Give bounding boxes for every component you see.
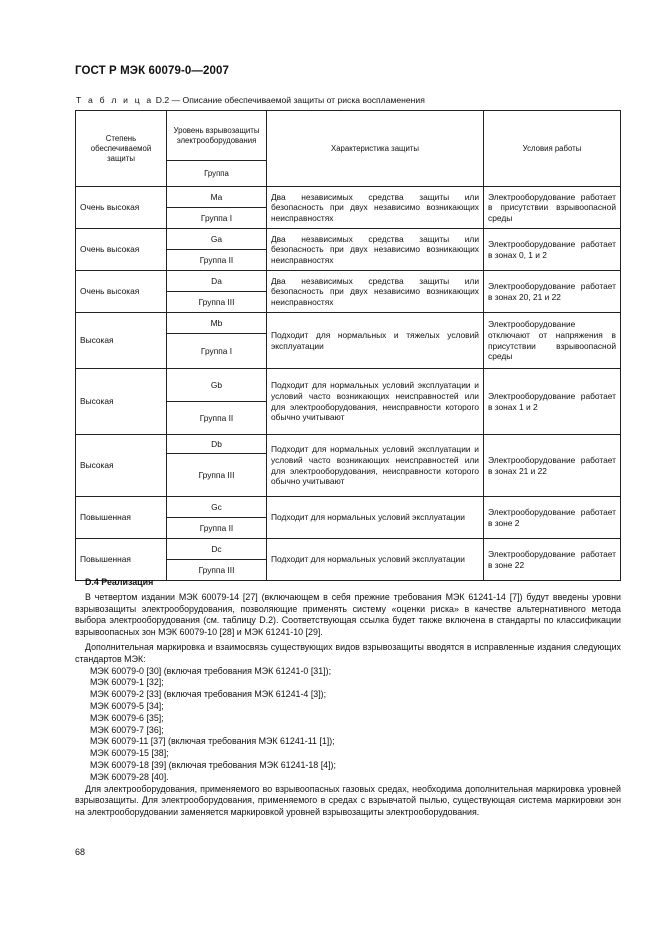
- characteristic-cell: Подходит для нормальных условий эксплуатации: [267, 539, 484, 581]
- conditions-cell: Электрооборудование отключают от напряжения в присутствии взрывоопасной среды: [484, 313, 621, 369]
- table-row: [76, 229, 621, 250]
- page-number: 68: [75, 847, 86, 857]
- protection-level-cell: Очень высокая: [76, 229, 167, 271]
- list-item: МЭК 60079-0 [30] (включая требования МЭК 61241-0 [31]);: [90, 665, 332, 676]
- paragraph-2: Дополнительная маркировка и взаимосвязь существующих видов взрывозащиты вводятся в исправленные издания следующих стандартов МЭК:: [75, 641, 621, 664]
- table-row: [76, 497, 621, 518]
- protection-level-cell: Повышенная: [76, 539, 167, 581]
- header-epl: Уровень взрывозащиты электрооборудования: [167, 111, 267, 161]
- conditions-cell: Электрооборудование работает в зонах 21 и 22: [484, 435, 621, 497]
- characteristic-cell: Два независимых средства защиты или безопасность при двух независимо возникающих неисправностях: [267, 271, 484, 313]
- table-row: [76, 313, 621, 334]
- list-item: МЭК 60079-7 [36];: [90, 724, 164, 735]
- conditions-cell: Электрооборудование работает в присутствии взрывоопасной среды: [484, 187, 621, 229]
- header-conditions: Условия работы: [484, 111, 621, 187]
- list-item: МЭК 60079-6 [35];: [90, 712, 164, 723]
- conditions-cell: Электрооборудование работает в зонах 20, 21 и 22: [484, 271, 621, 313]
- list-item: МЭК 60079-28 [40].: [90, 771, 169, 782]
- list-item: МЭК 60079-11 [37] (включая требования МЭК 61241-11 [1]);: [90, 736, 335, 747]
- conditions-cell: Электрооборудование работает в зоне 22: [484, 539, 621, 581]
- epl-code-cell: Gc: [167, 497, 267, 518]
- equipment-group-cell: Группа III: [167, 292, 267, 313]
- characteristic-cell: Подходит для нормальных и тяжелых условий эксплуатации: [267, 313, 484, 369]
- equipment-group-cell: Группа III: [167, 454, 267, 497]
- characteristic-cell: Два независимых средства защиты или безопасность при двух независимо возникающих неисправностях: [267, 229, 484, 271]
- paragraph-1: В четвертом издании МЭК 60079-14 [27] (включающем в себя прежние требования МЭК 61241-14 [7]) будут введены уровни взрывозащиты электрооборудования, позволяющие применять систему «оценки риска» в качестве альтернативного метода выбора электрооборудования (см. таблицу D.2). Соответствующая ссылка будет также включена в стандарты по классификации взрывоопасных зон МЭК 60079-10 [28] и МЭК 61241-10 [29].: [75, 591, 621, 638]
- document-header: ГОСТ Р МЭК 60079-0—2007: [75, 65, 229, 77]
- table-row: [76, 187, 621, 208]
- section-heading: D.4 Реализация: [85, 577, 154, 587]
- protection-level-cell: Высокая: [76, 369, 167, 435]
- protection-level-cell: Высокая: [76, 435, 167, 497]
- equipment-group-cell: Группа II: [167, 250, 267, 271]
- table-caption-text: D.2 — Описание обеспечиваемой защиты от риска воспламенения: [155, 95, 425, 105]
- section-body: [75, 577, 621, 819]
- table-row: [76, 539, 621, 560]
- characteristic-cell: Два независимых средства защиты или безопасность при двух независимо возникающих неисправностях: [267, 187, 484, 229]
- list-item: МЭК 60079-1 [32];: [90, 677, 164, 688]
- equipment-group-cell: Группа II: [167, 402, 267, 435]
- epl-code-cell: Ma: [167, 187, 267, 208]
- header-group: Группа: [167, 161, 267, 187]
- list-item: МЭК 60079-18 [39] (включая требования МЭК 61241-18 [4]);: [90, 759, 336, 770]
- epl-code-cell: Ga: [167, 229, 267, 250]
- equipment-group-cell: Группа III: [167, 560, 267, 581]
- equipment-group-cell: Группа II: [167, 518, 267, 539]
- epl-code-cell: Dc: [167, 539, 267, 560]
- equipment-group-cell: Группа I: [167, 208, 267, 229]
- table-row: [76, 271, 621, 292]
- epl-code-cell: Gb: [167, 369, 267, 402]
- epl-code-cell: Mb: [167, 313, 267, 334]
- conditions-cell: Электрооборудование работает в зонах 0, 1 и 2: [484, 229, 621, 271]
- list-item: МЭК 60079-5 [34];: [90, 700, 164, 711]
- protection-table: [75, 110, 621, 581]
- equipment-group-cell: Группа I: [167, 334, 267, 369]
- protection-level-cell: Высокая: [76, 313, 167, 369]
- characteristic-cell: Подходит для нормальных условий эксплуатации и условий часто возникающих неисправностей или для электрооборудования, неисправности которого обычно учитывают: [267, 435, 484, 497]
- protection-level-cell: Очень высокая: [76, 271, 167, 313]
- list-item: МЭК 60079-15 [38];: [90, 748, 169, 759]
- conditions-cell: Электрооборудование работает в зоне 2: [484, 497, 621, 539]
- epl-code-cell: Db: [167, 435, 267, 454]
- table-row: [76, 369, 621, 402]
- paragraph-3: Для электрооборудования, применяемого во взрывоопасных газовых средах, необходима дополнительная маркировка уровней взрывозащиты. Для электрооборудования, применяемого в средах с взрывчатой пылью, существующая система маркировки зон на электрооборудовании заменяется маркировкой уровней взрывозащиты электрооборудования.: [75, 783, 621, 818]
- header-protection-level: Степень обеспечиваемой защиты: [76, 111, 167, 187]
- table-caption: [76, 95, 425, 105]
- table-row: [76, 435, 621, 454]
- protection-level-cell: Очень высокая: [76, 187, 167, 229]
- characteristic-cell: Подходит для нормальных условий эксплуатации: [267, 497, 484, 539]
- list-item: МЭК 60079-2 [33] (включая требования МЭК 61241-4 [3]);: [90, 689, 327, 700]
- table-caption-label: Т а б л и ц а: [76, 95, 154, 105]
- characteristic-cell: Подходит для нормальных условий эксплуатации и условий часто возникающих неисправностей или для электрооборудования, неисправности которого обычно учитывают: [267, 369, 484, 435]
- epl-code-cell: Da: [167, 271, 267, 292]
- header-characteristic: Характеристика защиты: [267, 111, 484, 187]
- conditions-cell: Электрооборудование работает в зонах 1 и 2: [484, 369, 621, 435]
- protection-level-cell: Повышенная: [76, 497, 167, 539]
